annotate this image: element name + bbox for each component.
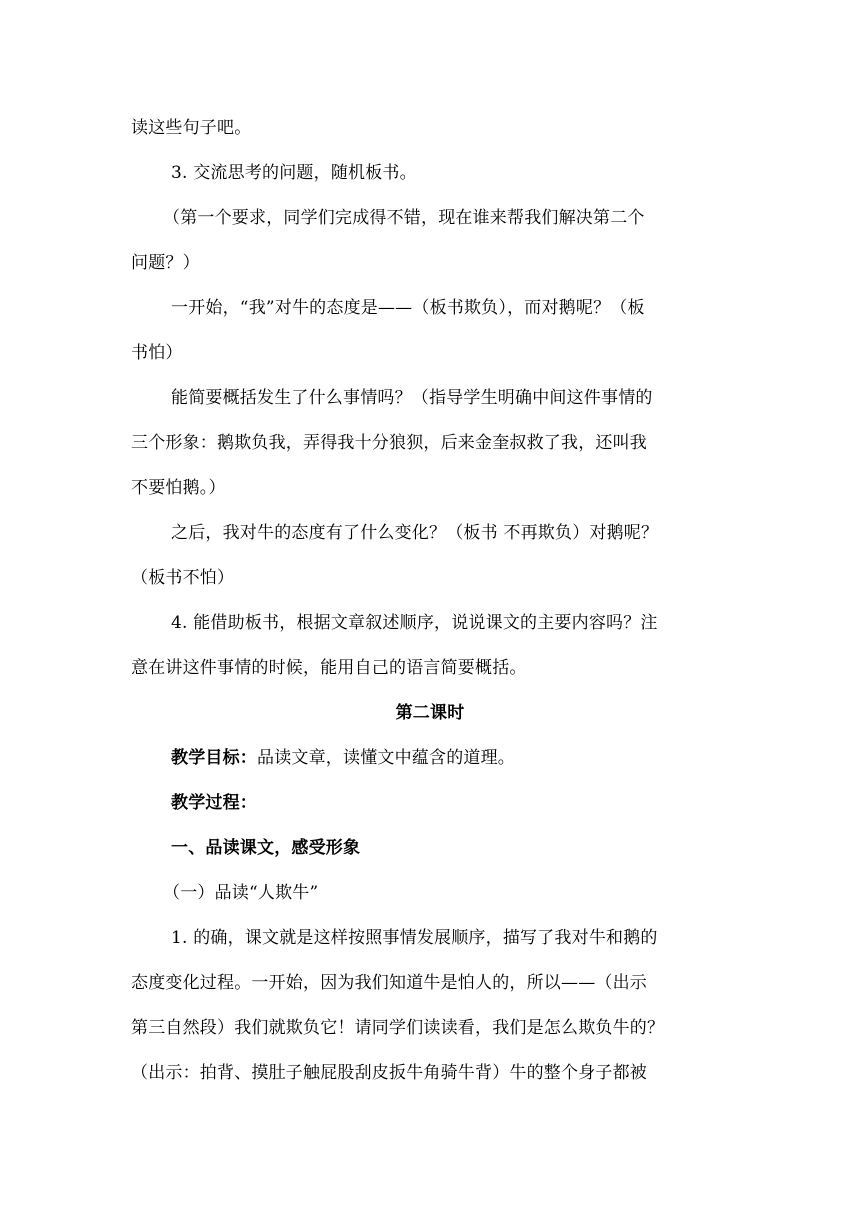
paragraph-line: 1. 的确，课文就是这样按照事情发展顺序，描写了我对牛和鹅的 xyxy=(171,928,658,948)
paragraph-line: （出示：拍背、摸肚子触屁股刮皮扳牛角骑牛背）牛的整个身子都被 xyxy=(131,1063,647,1083)
paragraph-line: 第三自然段）我们就欺负它！请同学们读读看，我们是怎么欺负牛的？ xyxy=(131,1018,665,1038)
paragraph-line: 书怕） xyxy=(131,343,183,363)
teaching-process-heading: 教学过程： xyxy=(171,793,257,813)
paragraph-line: 一开始，“我”对牛的态度是——（板书欺负），而对鹅呢？（板 xyxy=(171,298,645,318)
section-heading: 第二课时 xyxy=(395,703,465,723)
paragraph-line: 问题？） xyxy=(131,253,200,273)
subsection-title: （一）品读“人欺牛” xyxy=(163,883,319,903)
paragraph-line: 之后，我对牛的态度有了什么变化？（板书 不再欺负）对鹅呢？ xyxy=(171,523,659,543)
paragraph-line: 三个形象：鹅欺负我，弄得我十分狼狈，后来金奎叔救了我，还叫我 xyxy=(131,433,647,453)
paragraph-line: 4. 能借助板书，根据文章叙述顺序，说说课文的主要内容吗？注 xyxy=(171,613,658,633)
paragraph-line: 意在讲这件事情的时候，能用自己的语言简要概括。 xyxy=(131,658,527,678)
paragraph-line: 能简要概括发生了什么事情吗？（指导学生明确中间这件事情的 xyxy=(171,388,653,408)
paragraph-line: （第一个要求，同学们完成得不错，现在谁来帮我们解决第二个 xyxy=(163,208,645,228)
paragraph-line: 态度变化过程。一开始，因为我们知道牛是怕人的，所以——（出示 xyxy=(131,973,647,993)
subsection-heading: 一、品读课文，感受形象 xyxy=(171,838,361,858)
teaching-goal-label: 教学目标： xyxy=(171,748,257,768)
paragraph-line: 不要怕鹅。） xyxy=(131,478,226,498)
paragraph-line: 读这些句子吧。 xyxy=(131,118,252,138)
paragraph-line: 3. 交流思考的问题，随机板书。 xyxy=(171,163,417,183)
teaching-goal-text: 品读文章，读懂文中蕴含的道理。 xyxy=(257,748,515,768)
paragraph-line: （板书不怕） xyxy=(131,568,235,588)
teaching-goal-line xyxy=(171,746,771,770)
